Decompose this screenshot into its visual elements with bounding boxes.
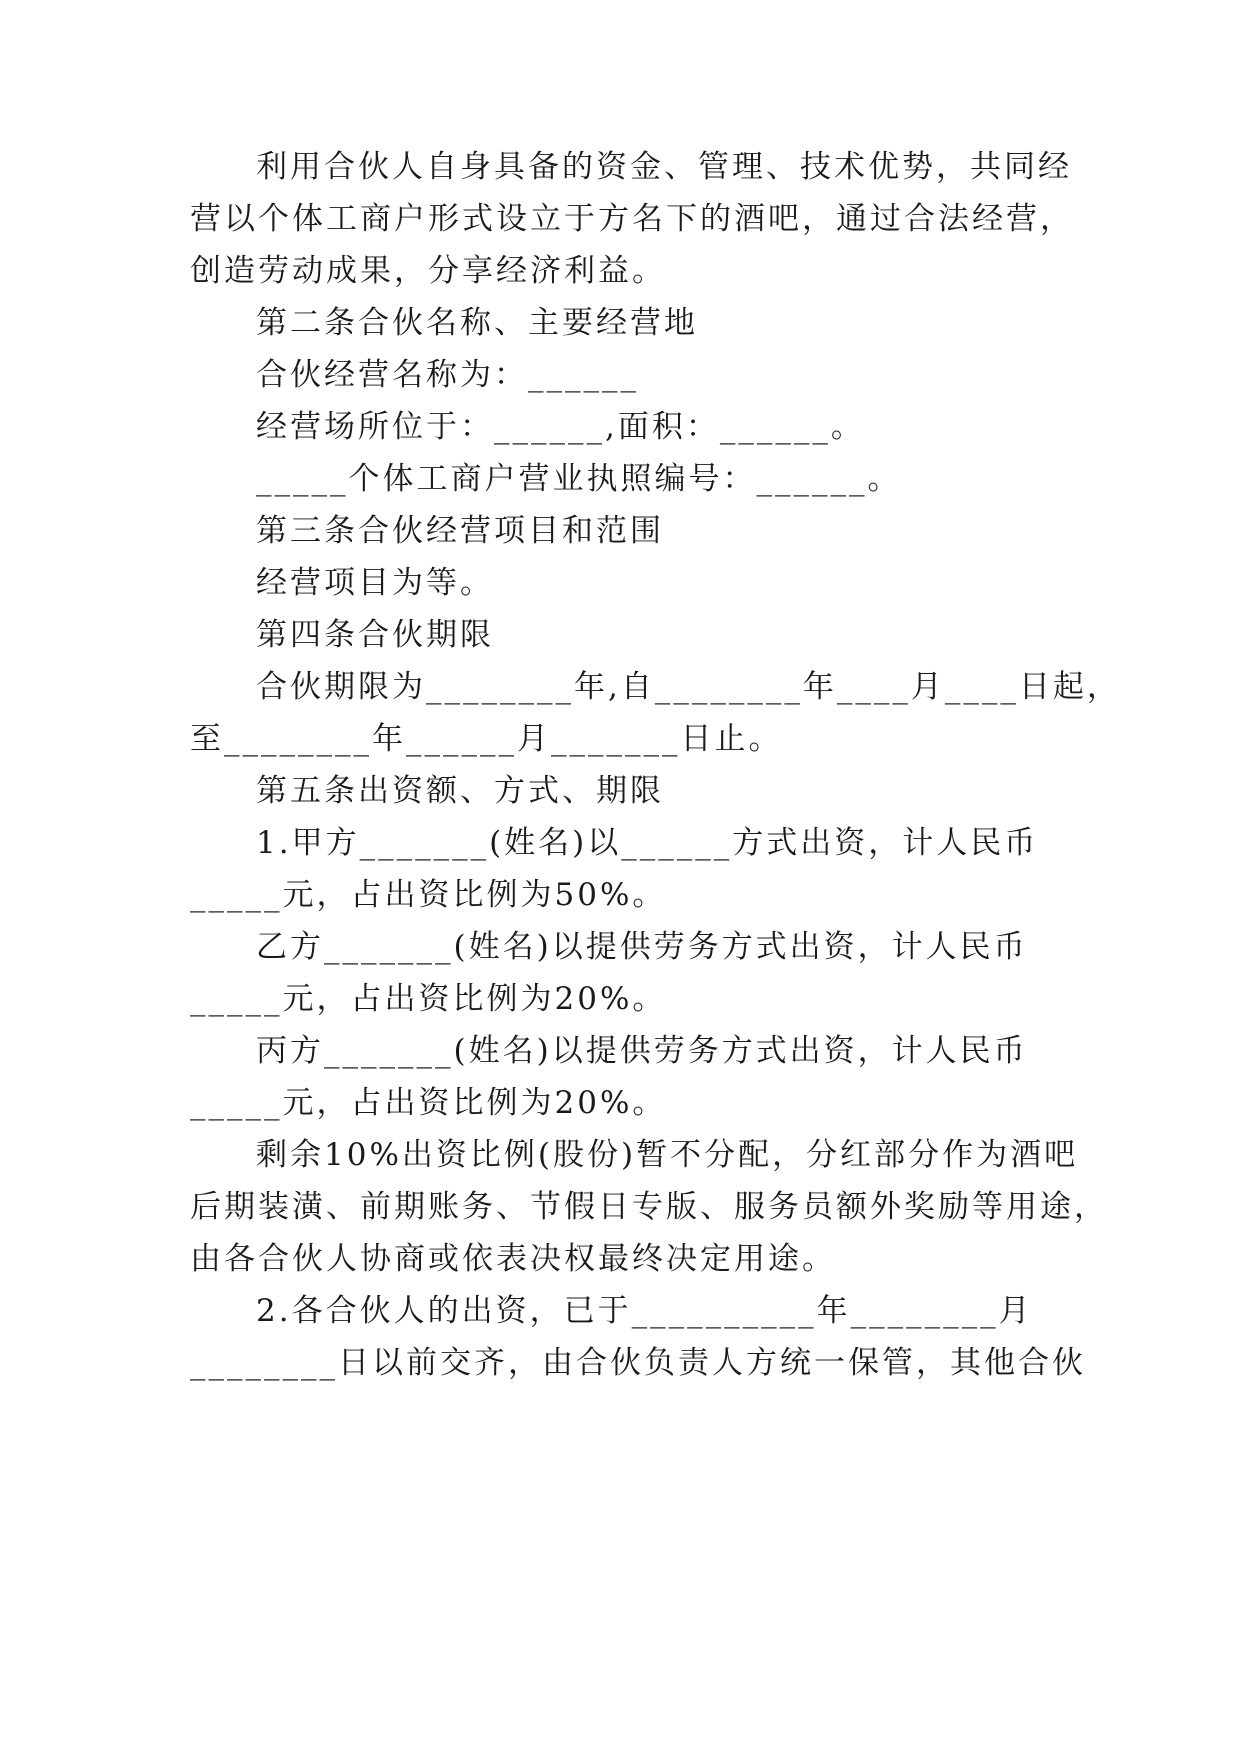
remaining-share-line-2: 后期装潢、前期账务、节假日专版、服务员额外奖励等用途， — [190, 1189, 1108, 1225]
article-5-heading: 第五条出资额、方式、期限 — [256, 773, 664, 809]
remaining-share-line-1: 剩余10%出资比例(股份)暂不分配，分红部分作为酒吧 — [256, 1137, 1079, 1173]
remaining-share-line-3: 由各合伙人协商或依表决权最终决定用途。 — [190, 1241, 836, 1277]
business-location-line: 经营场所位于：______,面积：______。 — [256, 409, 865, 445]
paragraph-line-1: 利用合伙人自身具备的资金、管理、技术优势，共同经 — [256, 149, 1072, 185]
business-name-line: 合伙经营名称为：______ — [256, 357, 639, 393]
contribution-deadline-line-1: 2.各合伙人的出资，已于__________年________月 — [256, 1293, 1033, 1329]
paragraph-line-2: 营以个体工商户形式设立于方名下的酒吧，通过合法经营， — [190, 201, 1074, 237]
article-3-heading: 第三条合伙经营项目和范围 — [256, 513, 664, 549]
article-2-heading: 第二条合伙名称、主要经营地 — [256, 305, 698, 341]
article-4-heading: 第四条合伙期限 — [256, 617, 494, 653]
party-b-line-2: _____元，占出资比例为20%。 — [190, 981, 667, 1017]
business-scope-line: 经营项目为等。 — [256, 565, 494, 601]
party-a-line-2: _____元，占出资比例为50%。 — [190, 877, 667, 913]
party-c-line-2: _____元，占出资比例为20%。 — [190, 1085, 667, 1121]
paragraph-line-3: 创造劳动成果，分享经济利益。 — [190, 253, 666, 289]
license-number-line: _____个体工商户营业执照编号：______。 — [256, 461, 902, 497]
party-c-line-1: 丙方_______(姓名)以提供劳务方式出资，计人民币 — [256, 1033, 1028, 1069]
party-a-line-1: 1.甲方_______(姓名)以______方式出资，计人民币 — [256, 825, 1039, 861]
term-line-2: 至________年______月_______日止。 — [190, 721, 783, 757]
contribution-deadline-line-2: ________日以前交齐，由合伙负责人方统一保管，其他合伙 — [190, 1345, 1086, 1381]
term-line-1: 合伙期限为________年,自________年____月____日起， — [256, 669, 1121, 705]
party-b-line-1: 乙方_______(姓名)以提供劳务方式出资，计人民币 — [256, 929, 1028, 965]
